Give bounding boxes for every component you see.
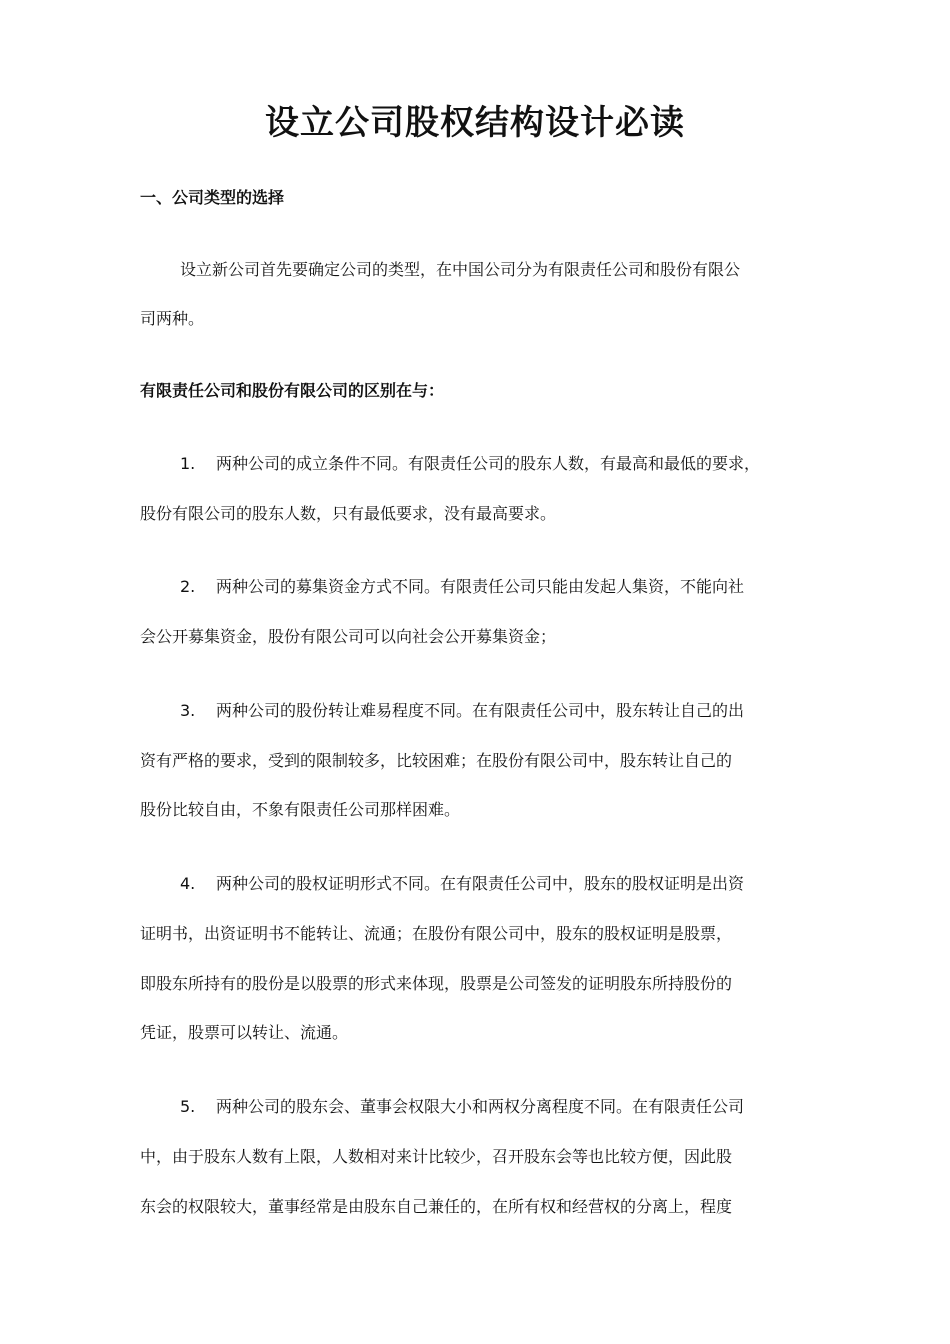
- intro-line-2: 司两种。: [140, 309, 205, 328]
- list-item-1-line: 股份有限公司的股东人数，只有最低要求，没有最高要求。: [140, 504, 557, 523]
- list-item-text: 两种公司的募集资金方式不同。有限责任公司只能由发起人集资，不能向社: [216, 577, 745, 596]
- list-item-number: 5.: [180, 1097, 196, 1116]
- list-item-3-line: 资有严格的要求，受到的限制较多，比较困难；在股份有限公司中，股东转让自己的: [140, 751, 733, 770]
- list-item-text: 两种公司的成立条件不同。有限责任公司的股东人数，有最高和最低的要求，: [216, 454, 761, 473]
- list-item-5-first-line: [180, 1095, 870, 1119]
- list-item-4-line: 证明书，出资证明书不能转让、流通；在股份有限公司中，股东的股权证明是股票，: [140, 924, 733, 943]
- list-item-4-line: 即股东所持有的股份是以股票的形式来体现，股票是公司签发的证明股东所持股份的: [140, 974, 733, 993]
- list-item-3-line: 股份比较自由，不象有限责任公司那样困难。: [140, 800, 461, 819]
- list-item-1-first-line: [180, 452, 870, 476]
- document-title: 设立公司股权结构设计必读: [265, 103, 685, 143]
- list-item-text: 两种公司的股份转让难易程度不同。在有限责任公司中，股东转让自己的出: [216, 701, 745, 720]
- list-item-text: 两种公司的股东会、董事会权限大小和两权分离程度不同。在有限责任公司: [216, 1097, 745, 1116]
- list-item-4-line: 凭证，股票可以转让、流通。: [140, 1023, 349, 1042]
- list-item-number: 3.: [180, 701, 196, 720]
- list-item-2-first-line: [180, 575, 870, 599]
- list-item-text: 两种公司的股权证明形式不同。在有限责任公司中，股东的股权证明是出资: [216, 874, 745, 893]
- list-item-number: 1.: [180, 454, 196, 473]
- list-item-4-first-line: [180, 872, 870, 896]
- list-item-number: 2.: [180, 577, 196, 596]
- list-item-2-line: 会公开募集资金，股份有限公司可以向社会公开募集资金；: [140, 627, 557, 646]
- list-item-5-line: 中，由于股东人数有上限，人数相对来计比较少，召开股东会等也比较方便，因此股: [140, 1147, 733, 1166]
- sub-heading: 有限责任公司和股份有限公司的区别在与：: [140, 381, 445, 400]
- list-item-3-first-line: [180, 699, 870, 723]
- list-item-number: 4.: [180, 874, 196, 893]
- list-item-5-line: 东会的权限较大，董事经常是由股东自己兼任的，在所有权和经营权的分离上，程度: [140, 1197, 733, 1216]
- section-heading: 一、公司类型的选择: [140, 188, 285, 207]
- intro-line-1: 设立新公司首先要确定公司的类型，在中国公司分为有限责任公司和股份有限公: [180, 260, 741, 279]
